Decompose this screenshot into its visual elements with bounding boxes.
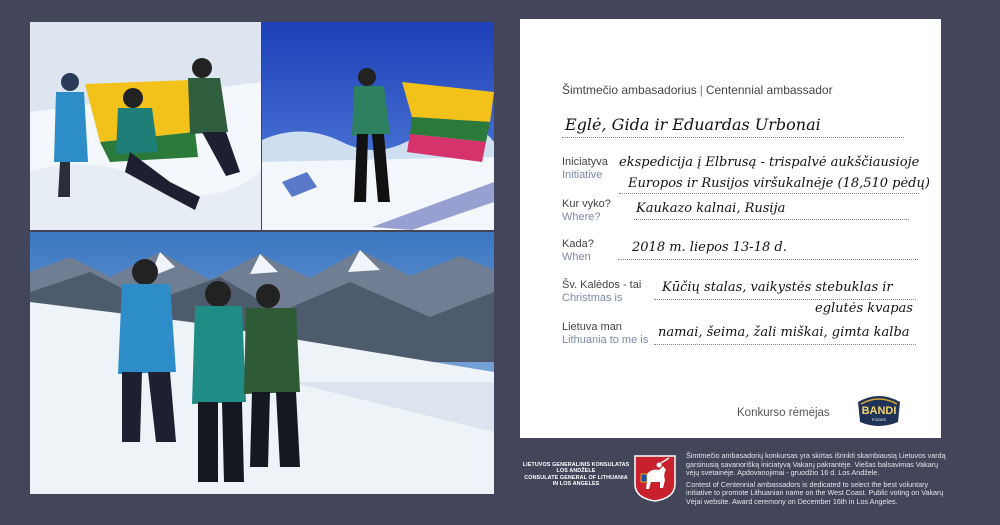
footer-description <box>686 452 948 510</box>
bandi-logo-subtext: FOODS <box>871 417 887 422</box>
ambassador-card <box>520 19 941 438</box>
when-label <box>562 238 594 264</box>
initiative-label <box>562 156 608 182</box>
consulate-name <box>520 462 632 488</box>
footer-text-lt: Šimtmečio ambasadorių konkursas yra skirtas išrinkti skambiausią Lietuvos vardą garsinusią savanorišką iniciatyvą Vakarų pakrantėje. Viešas balsavimas Vakarų vėjų svetainėje. Apdovanojimai - gruodžio 16 d. Los Andžele. <box>686 451 946 478</box>
initiative-value-line1: ekspedicija į Elbrusą - trispalvė aukščiausioje <box>619 155 920 170</box>
initiative-label-en: Initiative <box>562 169 603 181</box>
christmas-label <box>562 279 641 305</box>
lithuania-label-en: Lithuania to me is <box>562 334 649 346</box>
when-label-lt: Kada? <box>562 238 594 250</box>
where-label <box>562 198 611 224</box>
photo-three-climbers-with-flag <box>30 22 261 230</box>
consulate-en-line1: CONSULATE GENERAL OF LITHUANIA <box>524 474 628 481</box>
bandi-foods-logo <box>854 392 904 428</box>
initiative-value-line2: Europos ir Rusijos viršukalnėje (18,510 pėdų) <box>628 176 930 191</box>
ambassador-names: Eglė, Gida ir Eduardas Urbonai <box>565 115 821 134</box>
christmas-underline <box>654 299 916 300</box>
when-label-en: When <box>562 251 591 263</box>
christmas-label-lt: Šv. Kalėdos - tai <box>562 279 642 291</box>
card-title-en: Centennial ambassador <box>705 83 833 97</box>
photo-climbers-mountain-range <box>30 232 494 494</box>
photo-climber-on-summit <box>262 22 494 230</box>
where-underline <box>634 219 909 220</box>
lithuania-label-lt: Lietuva man <box>562 321 622 333</box>
where-label-lt: Kur vyko? <box>562 198 611 210</box>
initiative-underline <box>619 193 919 194</box>
when-value: 2018 m. liepos 13-18 d. <box>632 240 787 255</box>
when-underline <box>618 259 918 260</box>
card-title <box>562 83 833 97</box>
card-title-lt: Šimtmečio ambasadorius <box>562 83 697 97</box>
consulate-lt-line1: LIETUVOS GENERALINIS KONSULATAS <box>522 462 630 468</box>
lithuania-value: namai, šeima, žali miškai, gimta kalba <box>658 325 910 340</box>
christmas-value-line2: eglutės kvapas <box>815 301 913 316</box>
christmas-value-line1: Kūčių stalas, vaikystės stebuklas ir <box>662 280 893 295</box>
initiative-label-lt: Iniciatyva <box>562 156 608 168</box>
lithuania-label <box>562 321 648 347</box>
names-underline <box>562 137 904 138</box>
christmas-label-en: Christmas is <box>562 292 623 304</box>
lithuania-coat-of-arms-icon <box>633 454 677 502</box>
lithuania-underline <box>654 344 916 345</box>
consulate-lt-line2: LOS ANDŽELE <box>556 468 596 475</box>
footer-text-en: Contest of Centennial ambassadors is dedicated to select the best voluntary initiative to promote Lithuanian name on the West Coast. Public voting on Vakarų Vėjai website. Award ceremony on December 16th in Los Angeles. <box>686 479 944 506</box>
sponsor-label: Konkurso rėmėjas <box>737 407 830 419</box>
card-title-separator: | <box>699 83 703 97</box>
bandi-logo-text: BANDI <box>861 405 897 417</box>
where-value: Kaukazo kalnai, Rusija <box>636 201 786 216</box>
consulate-en-line2: IN LOS ANGELES <box>552 481 600 488</box>
where-label-en: Where? <box>562 211 601 223</box>
